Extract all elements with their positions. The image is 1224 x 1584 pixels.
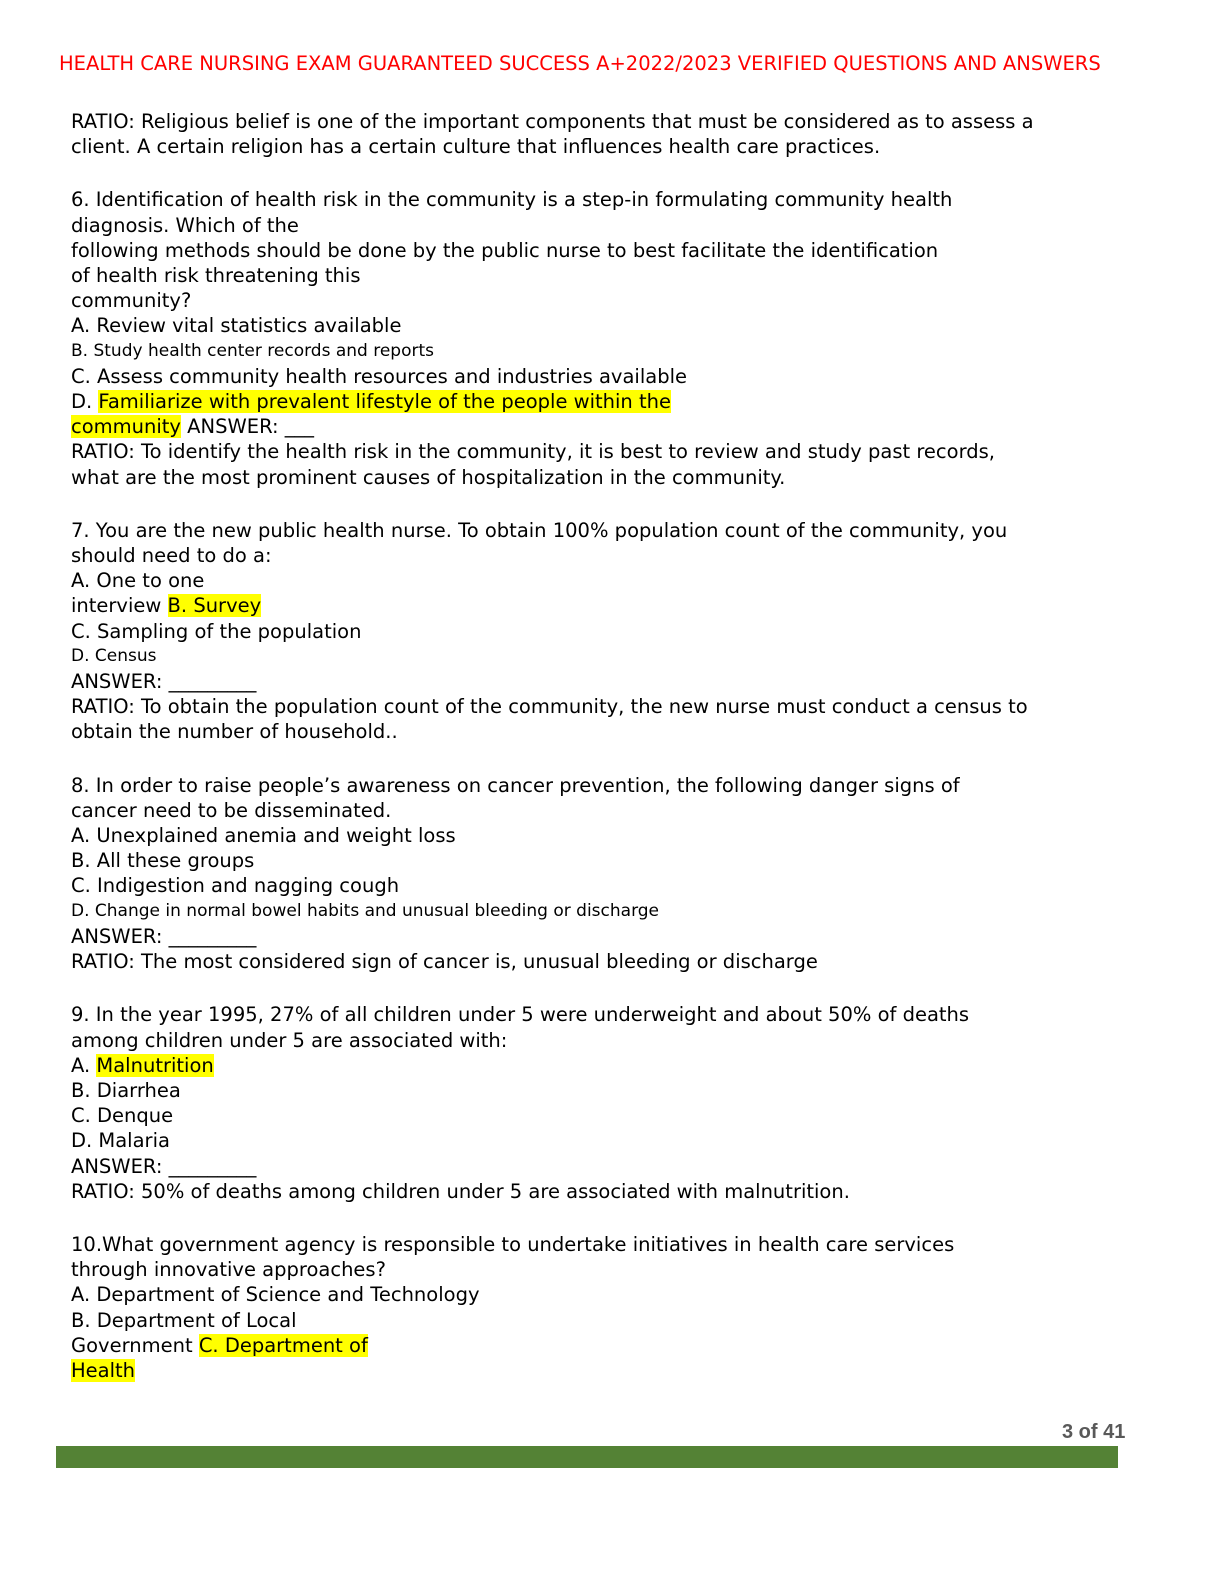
answer-blank: ANSWER: _________ [71,924,257,948]
option-c: C. Assess community health resources and industries available [71,364,687,388]
highlighted-answer: C. Department of [198,1333,368,1357]
option-c: C. Indigestion and nagging cough [71,874,400,898]
option-text: Government [71,1333,199,1357]
answer-blank: ANSWER: _________ [71,670,257,694]
highlighted-answer: Familiarize with prevalent lifestyle of the people within the [98,390,671,414]
question-text: of health risk threatening this [71,264,361,288]
question-text: following methods should be done by the public nurse to best facilitate the identification [71,238,939,262]
question-text: cancer need to be disseminated. [71,798,392,822]
option-c: C. Denque [71,1104,174,1128]
question-10 [71,1232,1171,1383]
option-d: D. Change in normal bowel habits and unusual bleeding or discharge [71,900,660,921]
option-text: interview [71,594,168,618]
highlighted-answer: community [71,415,181,439]
option-label: D. [71,390,99,414]
option-a: A. Department of Science and Technology [71,1283,480,1307]
question-text: 6. Identification of health risk in the community is a step-in formulating community health [71,188,953,212]
option-d-continued [71,414,1171,439]
option-a: A. Review vital statistics available [71,314,402,338]
question-text: 7. You are the new public health nurse. To obtain 100% population count of the community, you [71,518,1008,542]
page-number: 3 of 41 [1062,1421,1126,1443]
option-b: B. Study health center records and reports [71,340,435,361]
highlighted-answer: Malnutrition [96,1053,214,1077]
question-text: 10.What government agency is responsible to undertake initiatives in health care services [71,1232,955,1256]
option-d: D. Malaria [71,1129,170,1153]
question-text: should need to do a: [71,544,272,568]
option-b: B. Diarrhea [71,1078,181,1102]
answer-blank: ANSWER: ___ [180,415,315,439]
option-d [71,389,1171,414]
option-a: A. One to one [71,569,205,593]
ratio-line: what are the most prominent causes of hospitalization in the community. [71,465,786,489]
ratio-line: RATIO: To identify the health risk in the community, it is best to review and study past records, [71,440,995,464]
question-text: among children under 5 are associated with: [71,1028,508,1052]
answer-blank: ANSWER: _________ [71,1154,257,1178]
question-text: through innovative approaches? [71,1258,386,1282]
option-c-continued [71,1358,1171,1383]
ratio-line: obtain the number of household.. [71,720,398,744]
question-text: community? [71,289,192,313]
option-a [71,1053,1171,1078]
question-text: diagnosis. Which of the [71,213,299,237]
highlighted-answer: B. Survey [167,594,262,618]
question-6 [71,187,1171,489]
ratio-line: RATIO: Religious belief is one of the important components that must be considered as to assess a [71,110,1034,133]
option-label: A. [71,1053,97,1077]
option-a-continued [71,593,1171,618]
question-text: 8. In order to raise people’s awareness on cancer prevention, the following danger signs of [71,773,960,797]
footer-bar [56,1446,1118,1468]
option-c: C. Sampling of the population [71,619,362,643]
option-b-continued [71,1333,1171,1358]
question-9 [71,1002,1171,1204]
option-b: B. All these groups [71,849,255,873]
option-a: A. Unexplained anemia and weight loss [71,824,456,848]
ratio-line: RATIO: To obtain the population count of the community, the new nurse must conduct a census to [71,695,1028,719]
page-content [71,109,1171,1383]
document-title: HEALTH CARE NURSING EXAM GUARANTEED SUCCESS A+2022/2023 VERIFIED QUESTIONS AND ANSWERS [59,52,1101,75]
question-7 [71,518,1171,745]
option-d: D. Census [71,645,157,666]
question-text: 9. In the year 1995, 27% of all children under 5 were underweight and about 50% of deaths [71,1003,970,1027]
option-b: B. Department of Local [71,1308,297,1332]
ratio-line: client. A certain religion has a certain culture that influences health care practices. [71,135,881,159]
question-8 [71,773,1171,975]
highlighted-answer: Health [71,1358,136,1382]
ratio-line: RATIO: The most considered sign of cancer is, unusual bleeding or discharge [71,950,818,974]
ratio-line: RATIO: 50% of deaths among children under 5 are associated with malnutrition. [71,1179,850,1203]
